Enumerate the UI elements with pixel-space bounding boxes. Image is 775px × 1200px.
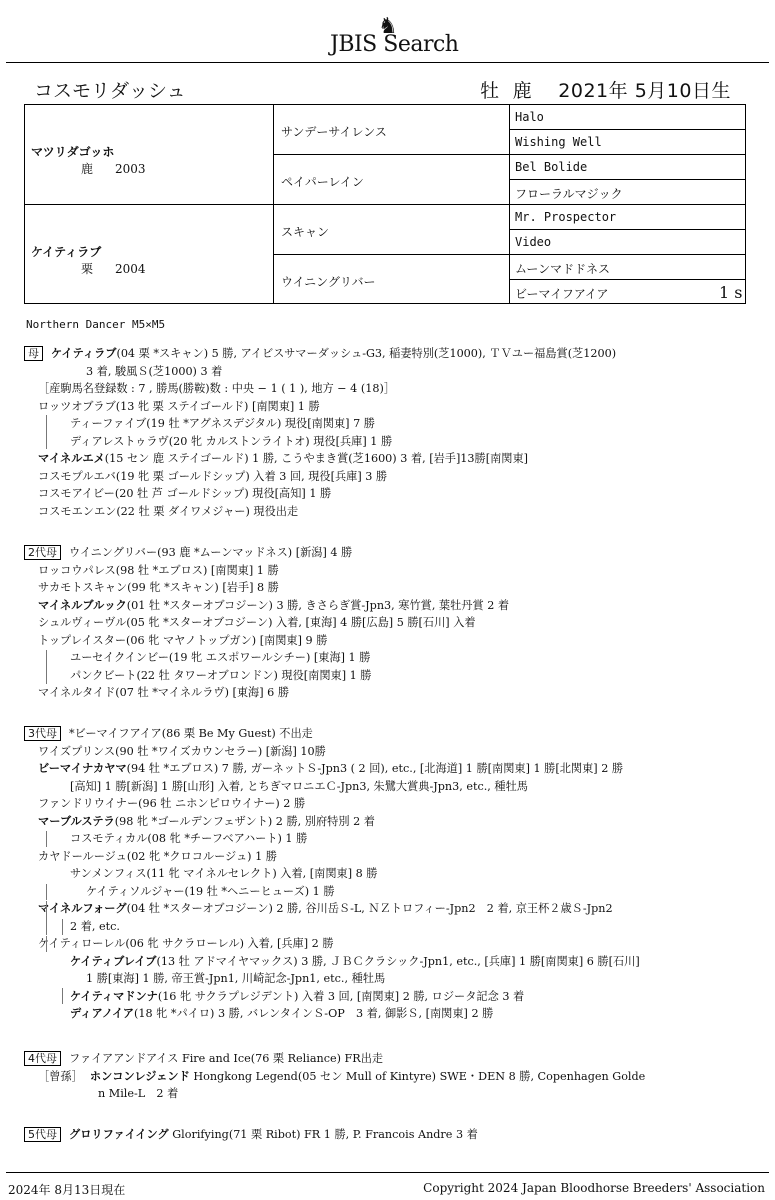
section-tag: 母 <box>24 346 43 361</box>
horse-color: 鹿 <box>512 80 533 102</box>
ggp-cell[interactable]: Mr. Prospector <box>515 210 617 224</box>
g3-line: (04 牡 *スターオブコジーン) 2 勝, 谷川岳Ｓ-L, ＮＺトロフィー-Jpn2 2 着, 京王杯２歳Ｓ-Jpn2 <box>126 902 613 915</box>
dam-year: 2004 <box>115 262 146 276</box>
g3-line: (18 牝 *パイロ) 3 勝, バレンタインＳ-OP 3 着, 御影Ｓ, [南関東] 2 勝 <box>134 1007 494 1020</box>
inbreeding-note: Northern Dancer M5×M5 <box>26 318 166 331</box>
g4-line: Hongkong Legend(05 セン Mull of Kintyre) SWE・DEN 8 勝, Copenhagen Golde <box>189 1069 646 1083</box>
g3-line: ファンドリウイナー(96 牡 ニホンピロウイナー) 2 勝 <box>38 797 306 810</box>
sire-year: 2003 <box>115 162 146 176</box>
g3-line: ケイティソルジャー(19 牡 *ヘニーヒューズ) 1 勝 <box>86 884 335 898</box>
g3-line: 1 勝[東海] 1 勝, 帝王賞-Jpn1, 川崎記念-Jpn1, etc., 種牡馬 <box>86 972 386 985</box>
dam-line: コスモプルエバ(19 牝 栗 ゴールドシップ) 入着 3 回, 現役[兵庫] 3 勝 <box>38 469 388 483</box>
dam-line-bold[interactable]: マイネルエメ <box>38 452 105 465</box>
gp-cell[interactable]: ペイパーレイン <box>281 175 364 189</box>
dam-line: コスモエンエン(22 牡 栗 ダイワメジャー) 現役出走 <box>38 504 299 518</box>
dam-line: ［産駒馬名登録数 : 7 , 勝馬(勝鞍)数 : 中央 − 1 ( 1 ), 地方 − 4 (18)］ <box>38 382 396 395</box>
g3-line: (98 牝 *ゴールデンフェザント) 2 勝, 別府特別 2 着 <box>114 814 375 828</box>
g2-line: トップレイスター(06 牝 マヤノトップガン) [南関東] 9 勝 <box>38 633 328 647</box>
sire-cell[interactable] <box>31 143 146 177</box>
dam-line: 3 着, 駿風Ｓ(芝1000) 3 着 <box>86 364 223 378</box>
g3-line: (13 牡 アドマイヤマックス) 3 勝, ＪＢＣクラシック-Jpn1, etc., [兵庫] 1 勝[南関東] 6 勝[石川] <box>156 954 640 968</box>
ggp-cell[interactable]: Halo <box>515 110 544 124</box>
sire-name: マツリダゴッホ <box>31 145 115 159</box>
g3-line: (94 牡 *エブロス) 7 勝, ガーネットＳ-Jpn3 ( 2 回), etc., [北海道] 1 勝[南関東] 1 勝[北関東] 2 勝 <box>126 762 624 775</box>
fifth-dam-section <box>24 1126 478 1144</box>
section-tag: 2代母 <box>24 545 61 560</box>
dam-section <box>24 345 616 520</box>
g3-line: サンメンフィス(11 牝 マイネルセレクト) 入着, [南関東] 8 勝 <box>70 867 378 880</box>
g3-line-bold[interactable]: ディアノイア <box>70 1007 134 1020</box>
section-tag: 4代母 <box>24 1051 61 1066</box>
g4-line-prefix: ［曾孫］ <box>38 1069 83 1083</box>
g3-line-bold[interactable]: ケイティブレイブ <box>70 954 157 968</box>
g3-line-bold[interactable]: マイネルフォーグ <box>38 902 127 915</box>
g3-line-bold[interactable]: ケイティマドンナ <box>70 989 158 1003</box>
footer-copyright: Copyright 2024 Japan Bloodhorse Breeders' Association <box>423 1181 765 1195</box>
dam-line: (04 栗 *スキャン) 5 勝, アイビスサマーダッシュ-G3, 稲妻特別(芝1000), ＴＶユー福島賞(芝1200) <box>116 347 617 360</box>
third-dam-section <box>24 725 640 1023</box>
dam-line: ティーファイブ(19 牡 *アグネスデジタル) 現役[南関東] 7 勝 <box>70 417 375 430</box>
horse-name: コスモリダッシュ <box>34 80 186 102</box>
dam-cell[interactable] <box>31 243 146 277</box>
g2-line: ウイニングリバー(93 鹿 *ムーンマッドネス) [新潟] 4 勝 <box>69 546 353 559</box>
g3-line: コスモティカル(08 牝 *チーフベアハート) 1 勝 <box>70 832 308 845</box>
header-rule <box>6 62 769 63</box>
horse-sex: 牡 <box>480 80 500 102</box>
second-dam-section <box>24 544 509 702</box>
g3-line: 2 着, etc. <box>70 919 120 933</box>
sire-color: 鹿 <box>81 162 94 176</box>
horse-birth: 2021年 5月10日生 <box>558 80 731 102</box>
g2-line: サカモトスキャン(99 牝 *スキャン) [岩手] 8 勝 <box>38 581 279 594</box>
g3-line: [高知] 1 勝[新潟] 1 勝[山形] 入着, とちぎマロニエＣ-Jpn3, 朱鷺大賞典-Jpn3, etc., 種牡馬 <box>70 779 528 793</box>
ggp-cell[interactable]: フローラルマジック <box>515 187 623 201</box>
jbis-logo[interactable] <box>330 10 470 56</box>
g3-line-bold[interactable]: マーブルステラ <box>38 814 115 828</box>
g4-line: ファイアアンドアイス Fire and Ice(76 栗 Reliance) FR出走 <box>69 1052 384 1065</box>
g2-line: ユーセイクインビー(19 牝 エスポワールシチー) [東海] 1 勝 <box>70 651 371 664</box>
section-tag: 5代母 <box>24 1127 61 1142</box>
g5-line-bold[interactable]: グロリファイイング <box>69 1128 169 1141</box>
pedigree-table <box>24 104 746 304</box>
ggp-note: 1 s <box>719 283 743 302</box>
g2-line: シュルヴィーヴル(05 牝 *スターオブコジーン) 入着, [東海] 4 勝[広島] 5 勝[石川] 入着 <box>38 616 476 629</box>
horse-meta <box>480 76 731 103</box>
dam-line: コスモアイビー(20 牡 芦 ゴールドシップ) 現役[高知] 1 勝 <box>38 487 332 500</box>
dam-line: (15 セン 鹿 ステイゴールド) 1 勝, こうやまき賞(芝1600) 3 着, [岩手]13勝[南関東] <box>104 452 529 465</box>
section-tag: 3代母 <box>24 726 61 741</box>
dam-line: ディアレストゥラヴ(20 牝 カルストンライトオ) 現役[兵庫] 1 勝 <box>70 434 393 448</box>
ggp-cell[interactable]: Wishing Well <box>515 135 602 149</box>
g3-line: ケイティローレル(06 牝 サクラローレル) 入着, [兵庫] 2 勝 <box>38 937 334 950</box>
g4-line-bold[interactable]: ホンコンレジェンド <box>89 1069 190 1083</box>
dam-color: 栗 <box>81 262 94 276</box>
logo-text: JBIS Search <box>330 32 459 57</box>
horse-logo-icon: ♞ <box>378 14 398 39</box>
ggp-cell[interactable]: Video <box>515 235 552 249</box>
g4-line: n Mile-L 2 着 <box>98 1087 179 1100</box>
dam-line: ロッツオブラブ(13 牝 栗 ステイゴールド) [南関東] 1 勝 <box>38 399 320 413</box>
g3-line: *ビーマイフアイア(86 栗 Be My Guest) 不出走 <box>69 727 313 740</box>
footer-date: 2024年 8月13日現在 <box>8 1183 126 1197</box>
dam-line-bold[interactable]: ケイティラブ <box>51 347 117 360</box>
g3-line-bold[interactable]: ビーマイナカヤマ <box>38 762 127 775</box>
ggp-cell[interactable]: Bel Bolide <box>515 160 588 174</box>
g3-line: ワイズプリンス(90 牡 *ワイズカウンセラー) [新潟] 10勝 <box>38 744 326 758</box>
gp-cell[interactable]: ウイニングリバー <box>281 275 376 289</box>
gp-cell[interactable]: スキャン <box>281 225 330 239</box>
g2-line: (01 牡 *スターオブコジーン) 3 勝, きさらぎ賞-Jpn3, 寒竹賞, 葉牡丹賞 2 着 <box>126 598 510 612</box>
g2-line: パンクビート(22 牡 タワーオブロンドン) 現役[南関東] 1 勝 <box>70 668 372 682</box>
ggp-cell[interactable]: ムーンマドドネス <box>515 262 611 276</box>
footer-rule <box>6 1172 769 1173</box>
g2-line-bold[interactable]: マイネルブルック <box>38 598 127 612</box>
g3-line: (16 牝 サクラプレジデント) 入着 3 回, [南関東] 2 勝, ロジータ記念 3 着 <box>157 989 525 1003</box>
ggp-cell[interactable]: ビーマイフアイア <box>515 287 609 301</box>
g2-line: マイネルタイド(07 牡 *マイネルラヴ) [東海] 6 勝 <box>38 686 290 699</box>
g3-line: カヤドールージュ(02 牝 *クロコルージュ) 1 勝 <box>38 849 277 863</box>
fourth-dam-section <box>24 1050 645 1103</box>
dam-name: ケイティラブ <box>31 245 102 259</box>
g2-line: ロッコウパレス(98 牡 *エブロス) [南関東] 1 勝 <box>38 563 279 577</box>
g5-line: Glorifying(71 栗 Ribot) FR 1 勝, P. Francois Andre 3 着 <box>168 1128 478 1141</box>
gp-cell[interactable]: サンデーサイレンス <box>281 125 387 139</box>
